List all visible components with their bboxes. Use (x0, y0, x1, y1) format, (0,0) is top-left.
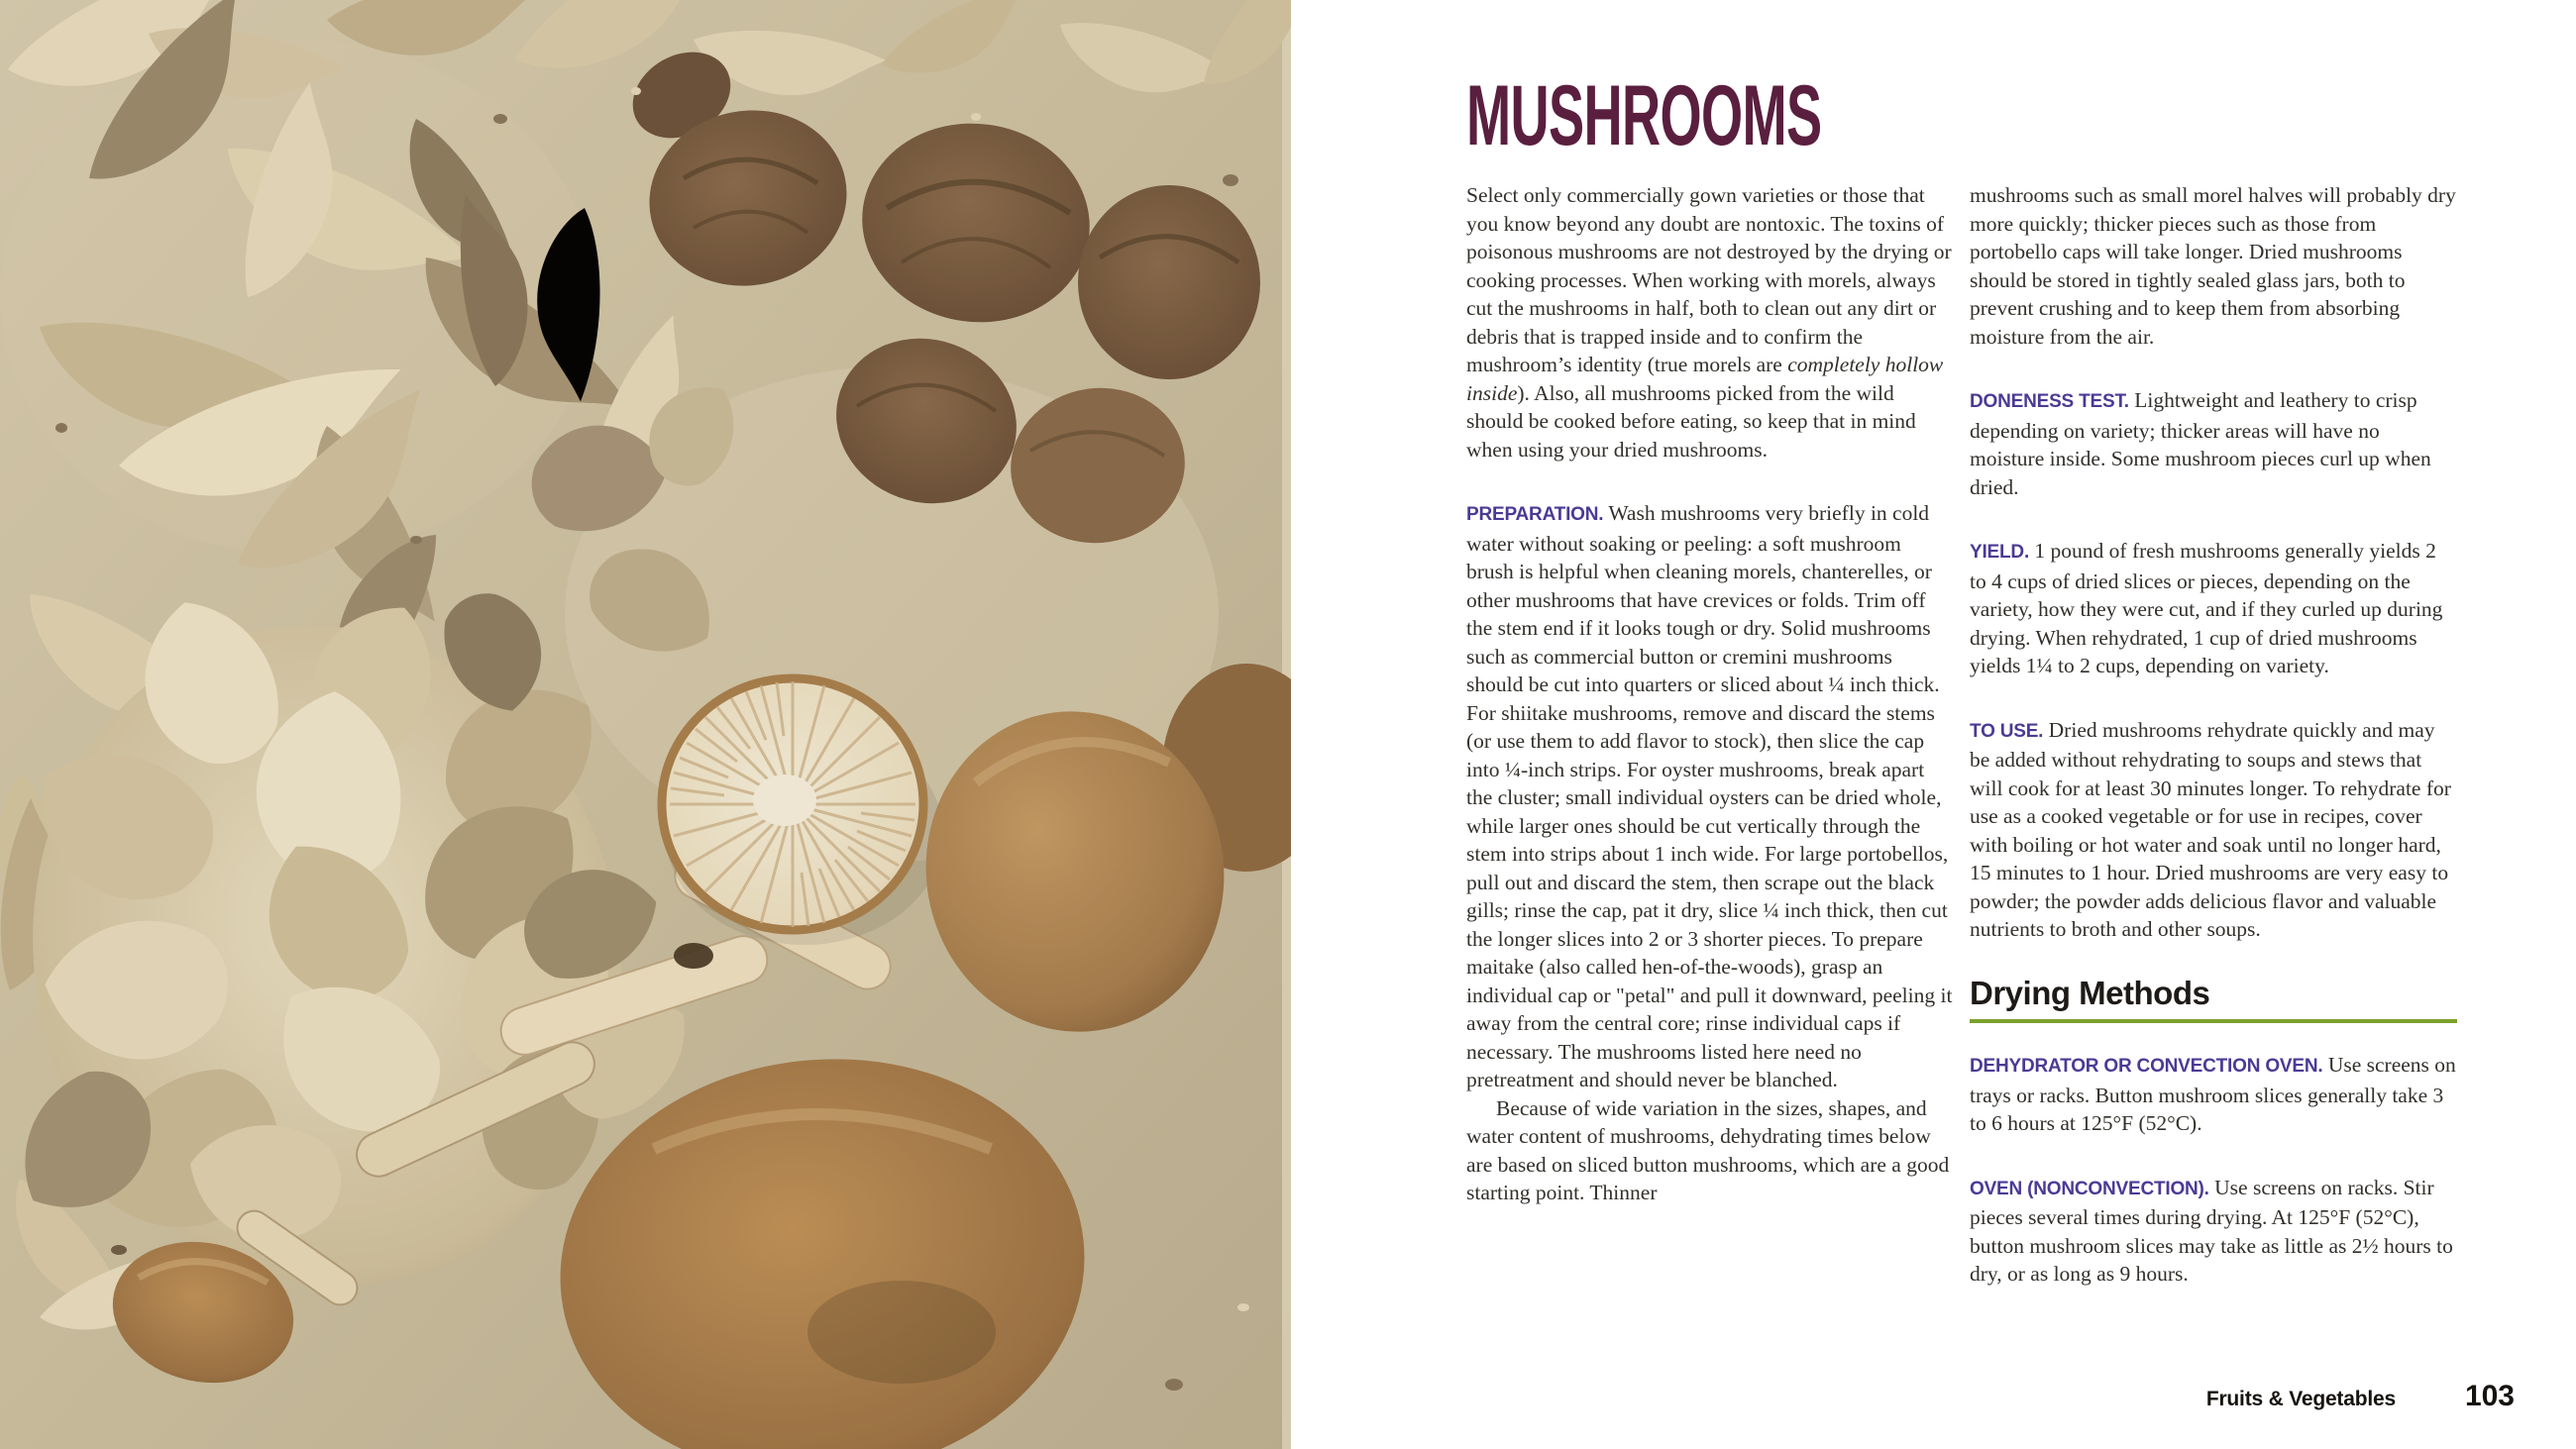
drying-methods-heading: Drying Methods (1970, 974, 2210, 1011)
intro-text-italic: completely hollow inside (1466, 353, 1944, 405)
preparation-text: Wash mushrooms very briefly in cold water without soaking or peeling: a soft mushroom brush is helpful when cleaning morels, chanterelles, or other mushrooms that have crevices or folds. Trim off the stem end if it looks tough or dry. Solid mushrooms such as commercial button or cremini mushrooms should be cut into quarters or sliced about ¼ inch thick. For shiitake mushrooms, remove and discard the stems (or use them to add flavor to stock), then slice the cap into ¼-inch strips. For oyster mushrooms, break apart the cluster; small individual oysters can be dried whole, while larger ones should be cut vertically through the stem into strips about 1 inch wide. For large portobellos, pull out and discard the stem, then scrape out the black gills; rinse the cap, pat it dry, slice ¼ inch thick, then cut the longer slices into 2 or 3 shorter pieces. To prepare maitake (also called hen-of-the-woods), grasp an individual cap or "petal" and pull it downward, peeling it away from the central core; rinse individual caps if necessary. The mushrooms listed here need no pretreatment and should never be blanched. (1466, 501, 1953, 1091)
oven-paragraph (1970, 1174, 2457, 1289)
to-use-label: TO USE. (1970, 720, 2044, 742)
oven-text: Use screens on racks. Stir pieces several times during drying. At 125°F (52°C), button mushroom slices may take as little as 2½ hours to dry, or as long as 9 hours. (1970, 1175, 2453, 1286)
text-column-left (1466, 181, 1954, 1207)
dehydrator-text: Use screens on trays or racks. Button mushroom slices generally take 3 to 6 hours at 125°F (52°C). (1970, 1053, 2456, 1135)
page-title: MUSHROOMS (1466, 68, 1822, 163)
oven-label: OVEN (NONCONVECTION). (1970, 1178, 2209, 1199)
to-use-text: Dried mushrooms rehydrate quickly and may be added without rehydrating to soups and stews that will cook for at least 30 minutes longer. To rehydrate for use as a cooked vegetable or for use in recipes, cover with boiling or hot water and soak until no longer hard, 15 minutes to 1 hour. Dried mushrooms are very easy to powder; the powder adds delicious flavor and valuable nutrients to broth and other soups. (1970, 717, 2451, 941)
preparation-label: PREPARATION. (1466, 504, 1604, 525)
intro-text-pre: Select only commercially gown varieties or those that you know beyond any doubt are nontoxic. The toxins of poisonous mushrooms are not destroyed by the drying or cooking processes. When working with morels, always cut the mushrooms in half, both to clean out any dirt or debris that is trapped inside and to confirm the mushroom’s identity (true morels are (1466, 183, 1952, 376)
preparation-paragraph (1466, 499, 1954, 1094)
to-use-paragraph (1970, 716, 2457, 944)
because-paragraph: Because of wide variation in the sizes, shapes, and water content of mushrooms, dehydrating times below are based on sliced button mushrooms, which are a good starting point. Thinner (1466, 1095, 1950, 1204)
yield-text: 1 pound of fresh mushrooms generally yields 2 to 4 cups of dried slices or pieces, depending on the variety, how they were cut, and if they curled up during drying. When rehydrated, 1 cup of dried mushrooms yields 1¼ to 2 cups, depending on variety. (1970, 539, 2443, 677)
footer-page-number: 103 (2464, 1380, 2515, 1412)
intro-text-post: ). Also, all mushrooms picked from the wild should be cooked before eating, so keep that in mind when using your dried mushrooms. (1466, 380, 1916, 462)
doneness-paragraph (1970, 386, 2457, 501)
dehydrator-label: DEHYDRATOR OR CONVECTION OVEN. (1970, 1056, 2323, 1077)
green-divider (1970, 1019, 2457, 1023)
text-column-right (1970, 181, 2457, 1324)
intro-paragraph (1466, 181, 1954, 464)
footer-section-name: Fruits & Vegetables (2205, 1388, 2396, 1410)
overflow-paragraph: mushrooms such as small morel halves will probably dry more quickly; thicker pieces such as those from portobello caps will take longer. Dried mushrooms should be stored in tightly sealed glass jars, both to prevent crushing and to keep them from absorbing moisture from the air. (1970, 183, 2456, 349)
page-footer (2206, 1380, 2515, 1413)
dehydrator-paragraph (1970, 1051, 2457, 1138)
yield-paragraph (1970, 537, 2457, 680)
page-content (1291, 0, 2576, 1449)
doneness-text: Lightweight and leathery to crisp depending on variety; thicker areas will have no moisture inside. Some mushroom pieces curl up when dried. (1970, 388, 2431, 499)
doneness-label: DONENESS TEST. (1970, 391, 2129, 412)
yield-label: YIELD. (1970, 542, 2030, 563)
